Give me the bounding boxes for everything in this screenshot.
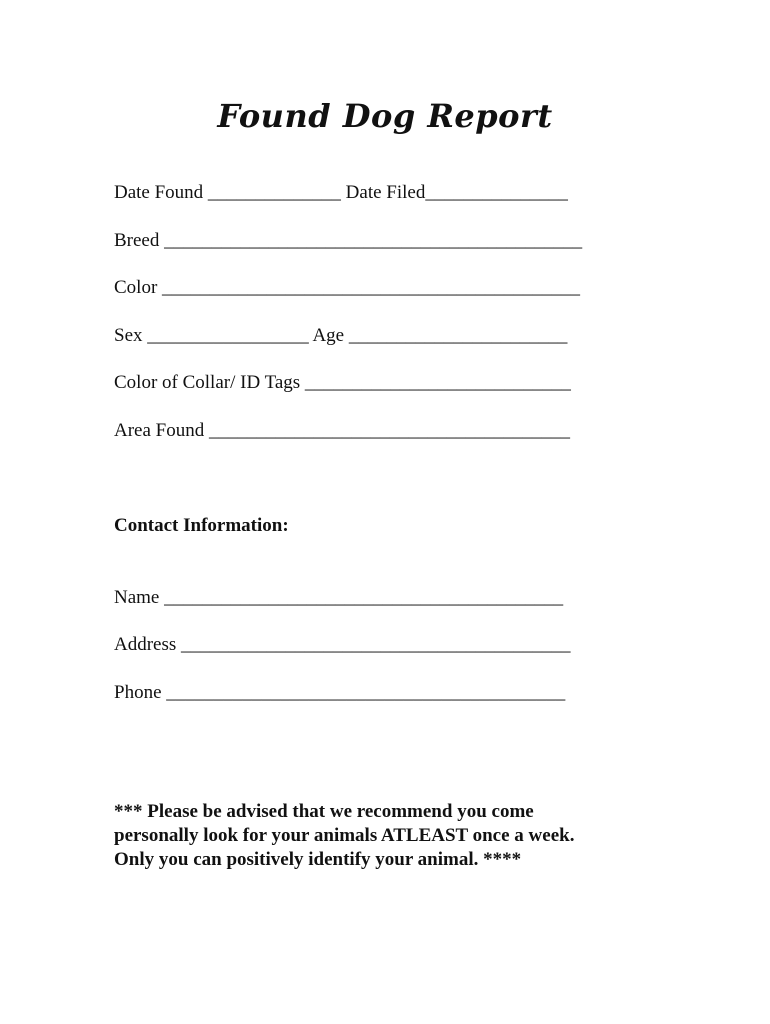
breed-field: Breed ____________________________________________ <box>114 230 583 251</box>
contact-information-heading: Contact Information: <box>114 515 289 536</box>
date-found-date-filed-field: Date Found ______________ Date Filed_______________ <box>114 182 568 203</box>
notice-line: Only you can positively identify your animal. **** <box>114 849 522 870</box>
page-title: Found Dog Report <box>217 97 553 135</box>
area-found-field: Area Found ______________________________________ <box>114 420 570 441</box>
sex-age-field: Sex _________________ Age _______________________ <box>114 325 568 346</box>
advisory-notice <box>114 800 574 872</box>
address-field: Address _________________________________________ <box>114 634 571 655</box>
notice-line: personally look for your animals ATLEAST once a week. <box>114 825 575 846</box>
color-field: Color ____________________________________________ <box>114 277 581 298</box>
phone-field: Phone __________________________________________ <box>114 682 566 703</box>
notice-line: *** Please be advised that we recommend you come <box>114 801 534 822</box>
collar-id-tags-field: Color of Collar/ ID Tags ____________________________ <box>114 372 571 393</box>
name-field: Name __________________________________________ <box>114 587 564 608</box>
